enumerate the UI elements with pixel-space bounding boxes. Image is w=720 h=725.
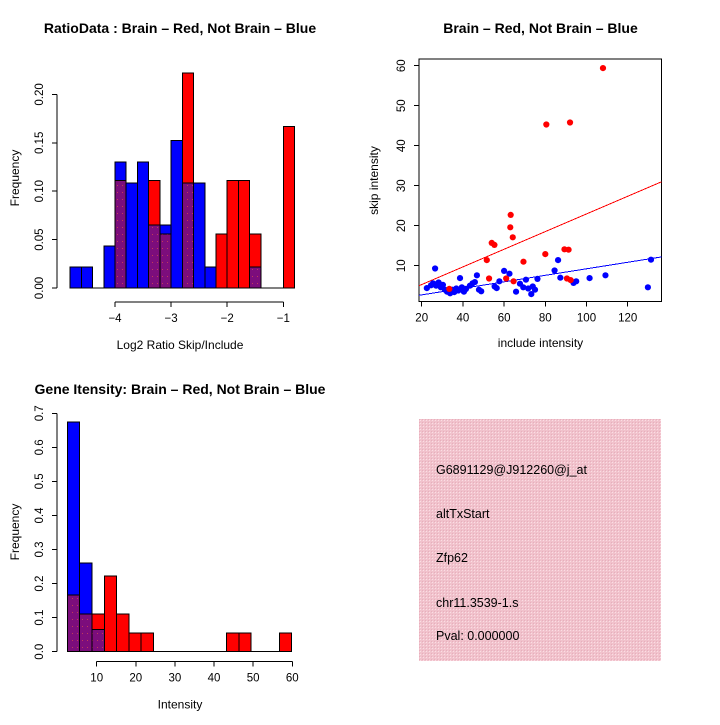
hist-bar-blue: [104, 246, 115, 288]
fit-line-brain: [419, 182, 662, 286]
x-tick-label: 60: [285, 672, 299, 685]
hist-bar-overlap: [149, 225, 160, 288]
y-tick-label: 30: [396, 179, 408, 193]
hist-bar-blue: [205, 267, 216, 288]
panel-ratio-histogram: [8, 20, 316, 352]
scatter-point-not_brain: [532, 287, 538, 293]
scatter-point-not_brain: [586, 275, 592, 281]
y-axis-label: skip intensity: [367, 146, 381, 215]
hist-bar-blue: [81, 267, 92, 288]
scatter-point-brain: [508, 212, 514, 218]
y-tick-label: 10: [396, 259, 408, 273]
y-axis-label: Frequency: [8, 503, 22, 561]
hist-bar-red: [279, 633, 291, 652]
scatter-point-not_brain: [432, 265, 438, 271]
x-tick-label: 20: [415, 312, 429, 325]
x-tick-label: 80: [538, 312, 552, 325]
x-tick-label: 50: [246, 672, 260, 685]
scatter-point-not_brain: [523, 277, 529, 283]
scatter-point-not_brain: [501, 268, 507, 274]
x-tick-label: 60: [497, 312, 511, 325]
x-tick-label: 30: [168, 672, 182, 685]
plot-box: [419, 59, 662, 302]
hist-bar-blue: [126, 183, 137, 288]
scatter-point-brain: [491, 242, 497, 248]
x-tick-label: 20: [129, 672, 143, 685]
probe-id-text: G6891129@J912260@j_at: [436, 463, 587, 477]
y-tick-label: 0.20: [34, 83, 46, 106]
y-tick-label: 0.05: [34, 228, 46, 251]
y-tick-label: 0.3: [34, 541, 46, 558]
hist-bar-red: [227, 633, 239, 652]
scatter-point-brain: [486, 275, 492, 281]
hist-bar-red: [283, 127, 294, 288]
y-tick-label: 0.15: [34, 131, 46, 154]
y-tick-label: 60: [396, 59, 408, 73]
x-tick-label: 100: [576, 312, 597, 325]
chart-title: Gene Itensity: Brain – Red, Not Brain – Blue: [34, 381, 326, 397]
x-tick-label: −4: [108, 313, 122, 325]
chart-title: RatioData : Brain – Red, Not Brain – Blue: [43, 20, 317, 36]
scatter-point-brain: [567, 119, 573, 125]
scatter-point-not_brain: [496, 278, 502, 284]
gene-symbol-text: Zfp62: [436, 551, 468, 565]
y-tick-label: 0.6: [34, 439, 46, 456]
scatter-point-brain: [484, 257, 490, 263]
scatter-point-brain: [510, 278, 516, 284]
hist-bar-overlap: [182, 183, 193, 288]
hist-bar-red: [238, 180, 249, 288]
y-tick-label: 40: [396, 139, 408, 153]
location-text: chr11.3539-1.s: [436, 596, 519, 610]
scatter-point-not_brain: [534, 276, 540, 282]
hist-bar-red: [227, 180, 238, 288]
y-tick-label: 0.0: [34, 643, 46, 660]
panel-gene-intensity-histogram: [8, 381, 326, 712]
hist-bar-overlap: [160, 234, 171, 288]
y-tick-label: 0.10: [34, 180, 46, 203]
y-axis-label: Frequency: [8, 149, 22, 207]
x-tick-label: −2: [220, 313, 234, 325]
x-tick-label: 120: [618, 312, 638, 325]
hist-bar-overlap: [250, 267, 261, 288]
y-tick-label: 0.5: [34, 473, 46, 490]
x-tick-label: −3: [164, 313, 178, 325]
y-tick-label: 0.7: [34, 405, 46, 422]
y-tick-label: 0.1: [34, 609, 46, 626]
scatter-point-not_brain: [602, 272, 608, 278]
scatter-point-not_brain: [557, 275, 563, 281]
scatter-point-not_brain: [513, 289, 519, 295]
x-axis-label: Log2 Ratio Skip/Include: [116, 338, 244, 352]
scatter-point-not_brain: [474, 272, 480, 278]
hist-bar-blue: [70, 267, 81, 288]
scatter-point-brain: [507, 224, 513, 230]
pval-text: Pval: 0.000000: [436, 629, 520, 643]
x-axis-label: Intensity: [157, 697, 203, 712]
hist-bar-red: [104, 576, 116, 652]
x-tick-label: 40: [456, 312, 470, 325]
scatter-point-not_brain: [648, 257, 654, 263]
hist-bar-overlap: [115, 180, 126, 288]
scatter-point-brain: [600, 65, 606, 71]
gene-info-background: [419, 419, 661, 661]
scatter-point-brain: [510, 234, 516, 240]
scatter-point-not_brain: [472, 279, 478, 285]
y-tick-label: 50: [396, 99, 408, 113]
hist-bar-red: [239, 633, 251, 652]
scatter-point-not_brain: [555, 257, 561, 263]
scatter-point-brain: [503, 275, 509, 281]
panel-skip-include-scatter: [367, 20, 662, 350]
hist-bar-overlap: [67, 595, 79, 652]
hist-bar-blue: [171, 141, 182, 288]
scatter-point-brain: [568, 277, 574, 283]
scatter-point-brain: [565, 247, 571, 253]
y-tick-label: 20: [396, 219, 408, 233]
scatter-point-not_brain: [457, 275, 463, 281]
hist-bar-red: [129, 633, 141, 652]
panel-gene-info: [419, 419, 661, 661]
scatter-point-brain: [543, 121, 549, 127]
hist-bar-red: [141, 633, 153, 652]
hist-bar-blue: [137, 162, 148, 288]
scatter-point-not_brain: [494, 285, 500, 291]
scatter-point-brain: [542, 251, 548, 257]
hist-bar-blue: [194, 183, 205, 288]
y-tick-label: 0.00: [34, 276, 46, 300]
hist-bar-overlap: [92, 629, 104, 651]
hist-bar-red: [117, 614, 129, 652]
x-tick-label: 40: [207, 672, 221, 685]
x-tick-label: 10: [90, 672, 104, 685]
chart-title: Brain – Red, Not Brain – Blue: [443, 20, 638, 36]
scatter-point-brain: [520, 259, 526, 265]
hist-bar-red: [216, 234, 227, 288]
hist-bar-overlap: [80, 614, 92, 652]
scatter-point-not_brain: [645, 284, 651, 290]
scatter-point-not_brain: [573, 278, 579, 284]
scatter-point-not_brain: [478, 288, 484, 294]
scatter-point-brain: [446, 286, 452, 292]
scatter-point-not_brain: [551, 267, 557, 273]
y-tick-label: 0.4: [34, 507, 46, 524]
x-axis-label: include intensity: [497, 336, 584, 350]
x-tick-label: −1: [276, 313, 290, 325]
event-type-text: altTxStart: [436, 507, 490, 521]
y-tick-label: 0.2: [34, 575, 46, 592]
